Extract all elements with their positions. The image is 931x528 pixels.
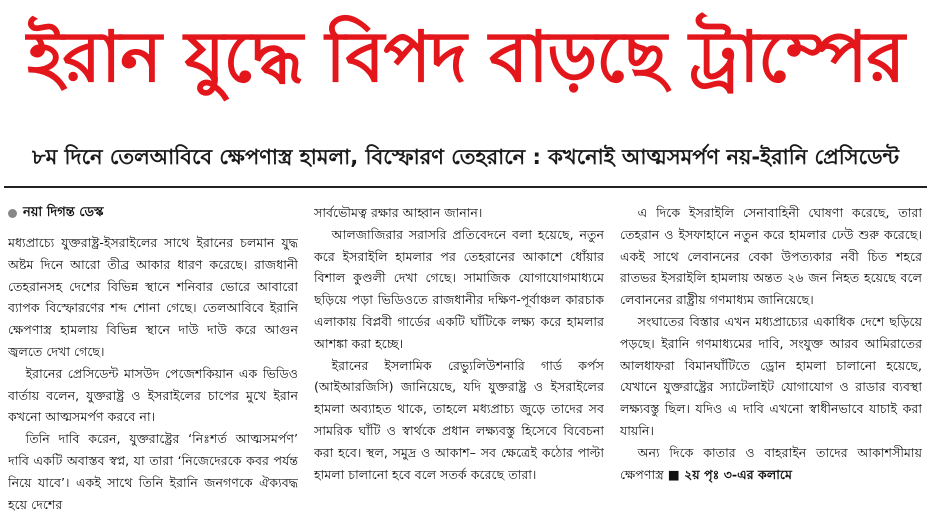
bullet-icon <box>8 209 17 218</box>
headline: ইরান যুদ্ধে বিপদ বাড়ছে ট্রাম্পের <box>26 15 905 98</box>
byline-text: নয়া দিগন্ত ডেস্ক <box>23 205 104 221</box>
column-3 <box>620 202 922 522</box>
paragraph-text: অন্য দিকে কাতার ও বাহরাইন তাদের আকাশসীমায় ক্ষেপণাস্ত্র <box>620 444 922 482</box>
paragraph: সার্বভৌমত্ব রক্ষার আহ্বান জানান। <box>314 205 483 220</box>
paragraph <box>620 442 922 486</box>
paragraph: এ দিকে ইসরাইলি সেনাবাহিনী ঘোষণা করেছে, তারা তেহরান ও ইসফাহানে নতুন করে হামলার ঢেউ শুরু করেছে। একই সাথে লেবাননের বেকা উপত্যকার নবী চিত শহরে রাতভর ইসরাইলি হামলায় অন্তত ২৬ জন নিহত হয়েছে বলে লেবাননের রাষ্ট্রীয় গণমাধ্যম জানিয়েছে। <box>620 205 922 308</box>
byline <box>8 202 298 224</box>
paragraph: তিনি দাবি করেন, যুক্তরাষ্ট্রের ‘নিঃশর্ত আত্মসমর্পণ’ দাবি একটি অবাস্তব স্বপ্ন, যা তারা ‘নিজেদেরকে কবর পর্যন্ত নিয়ে যাবে’। একই সাথে তিনি ইরানি জনগণকে ঐক্যবদ্ধ হয়ে দেশের <box>8 431 298 512</box>
continuation-link[interactable]: ■ ২য় পৃঃ ৩-এর কলামে <box>667 466 792 482</box>
paragraph: ইরানের ইসলামিক রেভ্যুলিউশনারি গার্ড কর্পস (আইআরজিসি) জানিয়েছে, যদি যুক্তরাষ্ট্র ও ইসরাইলের হামলা অব্যাহত থাকে, তাহলে মধ্যপ্রাচ্য জুড়ে তাদের সব সামরিক ঘাঁটি ও স্বার্থকে প্রধান লক্ষ্যবস্তু হিসেবে বিবেচনা করা হবে। স্থল, সমুদ্র ও আকাশ– সব ক্ষেত্রেই কঠোর পাল্টা হামলা চালানো হবে বলে সতর্ক করেছে তারা। <box>314 357 604 482</box>
column-2 <box>314 202 604 522</box>
paragraph: মধ্যপ্রাচ্যে যুক্তরাষ্ট্র-ইসরাইলের সাথে ইরানের চলমান যুদ্ধ অষ্টম দিনে আরো তীব্র আকার ধারণ করেছে। রাজধানী তেহরানসহ দেশের বিভিন্ন স্থানে শনিবার ভোরে আবারো ব্যাপক বিস্ফোরণের শব্দ শোনা গেছে। তেলআবিবে ইরানি ক্ষেপণাস্ত্র হামলায় বিভিন্ন স্থানে দাউ দাউ করে আগুন জ্বলতে দেখা গেছে। <box>8 235 298 359</box>
paragraph: ইরানের প্রেসিডেন্ট মাসউদ পেজেশকিয়ান এক ভিডিও বার্তায় বলেন, যুক্তরাষ্ট্র ও ইসরাইলের চাপের মুখে ইরান কখনো আত্মসমর্পণ করবে না। <box>8 365 298 425</box>
subheadline: ৮ম দিনে তেলআবিবে ক্ষেপণাস্ত্র হামলা, বিস্ফোরণ তেহরানে : কখনোই আত্মসমর্পণ নয়-ইরানি প্রেসিডেন্ট <box>31 144 900 169</box>
divider <box>4 186 927 188</box>
paragraph: সংঘাতের বিস্তার এখন মধ্যপ্রাচ্যের একাধিক দেশে ছড়িয়ে পড়ছে। ইরানি গণমাধ্যমের দাবি, সংযুক্ত আরব আমিরাতের আলধাফরা বিমানঘাঁটিতে ড্রোন হামলা চালানো হয়েছে, যেখানে যুক্তরাষ্ট্রের স্যাটেলাইট যোগাযোগ ও রাডার ব্যবস্থা লক্ষ্যবস্তু ছিল। যদিও এ দাবি এখনো স্বাধীনভাবে যাচাই করা যায়নি। <box>620 313 922 438</box>
column-1 <box>8 202 298 522</box>
paragraph: আলজাজিরার সরাসরি প্রতিবেদনে বলা হয়েছে, নতুন করে ইসরাইলি হামলার পর তেহরানের আকাশে ধোঁয়ার বিশাল কুণ্ডলী দেখা গেছে। সামাজিক যোগাযোগমাধ্যমে ছড়িয়ে পড়া ভিডিওতে রাজধানীর দক্ষিণ-পূর্বাঞ্চল কারচাক এলাকায় বিপ্লবী গার্ডের একটি ঘাঁটিকে লক্ষ্য করে হামলার আশঙ্কা করা হচ্ছে। <box>314 226 604 351</box>
